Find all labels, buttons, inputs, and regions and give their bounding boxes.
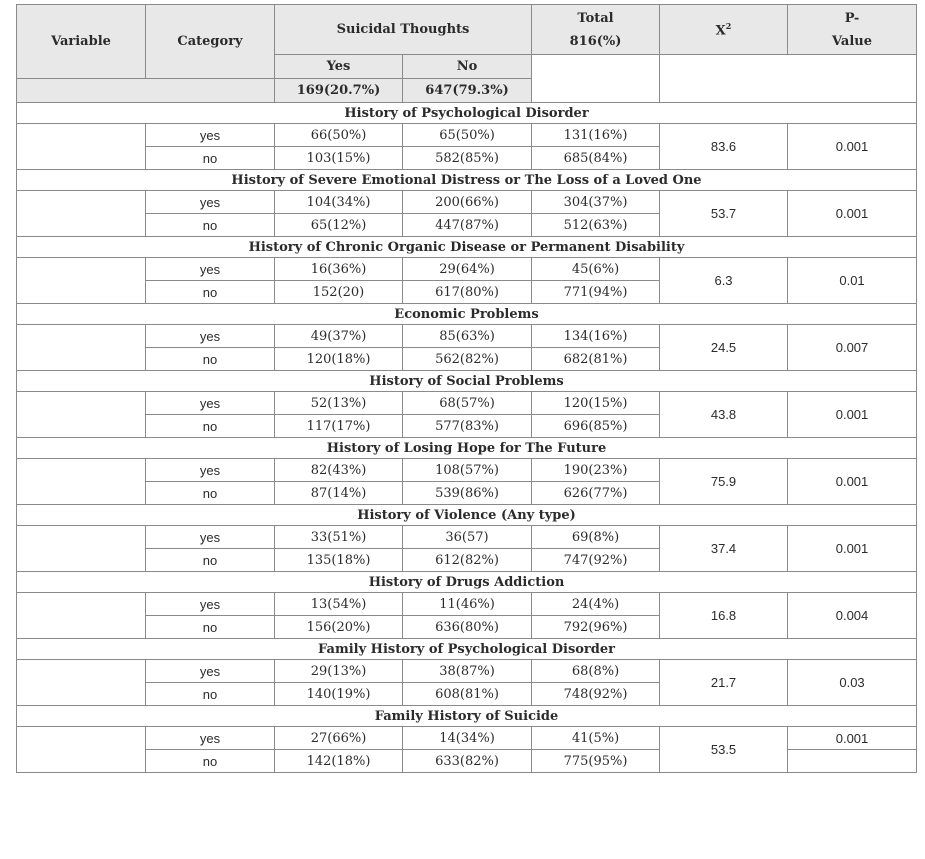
variable-cell bbox=[17, 459, 146, 505]
thoughts-no-cell: 29(64%) bbox=[403, 258, 532, 281]
category-cell: yes bbox=[146, 258, 275, 281]
chi-square-superscript: 2 bbox=[725, 20, 732, 31]
total-cell: 748(92%) bbox=[532, 683, 660, 706]
p-value-cell: 0.001 bbox=[788, 727, 917, 750]
section-header-row bbox=[17, 170, 917, 191]
total-cell: 747(92%) bbox=[532, 549, 660, 572]
thoughts-yes-cell: 29(13%) bbox=[275, 660, 403, 683]
table-row bbox=[17, 459, 917, 482]
header-blank-cell bbox=[17, 79, 275, 103]
total-cell: 771(94%) bbox=[532, 281, 660, 304]
total-header-count: 816(%) bbox=[569, 33, 622, 49]
thoughts-no-cell: 636(80%) bbox=[403, 616, 532, 639]
section-title: History of Psychological Disorder bbox=[17, 103, 917, 124]
thoughts-yes-cell: 52(13%) bbox=[275, 392, 403, 415]
total-cell: 131(16%) bbox=[532, 124, 660, 147]
section-title: Family History of Suicide bbox=[17, 706, 917, 727]
variable-cell bbox=[17, 727, 146, 773]
table-row bbox=[17, 392, 917, 415]
thoughts-yes-cell: 65(12%) bbox=[275, 214, 403, 237]
total-cell: 682(81%) bbox=[532, 348, 660, 371]
section-header-row bbox=[17, 438, 917, 459]
chi-square-cell: 53.5 bbox=[660, 727, 788, 773]
thoughts-no-cell: 85(63%) bbox=[403, 325, 532, 348]
table-row bbox=[17, 593, 917, 616]
category-cell: yes bbox=[146, 191, 275, 214]
thoughts-yes-cell: 156(20%) bbox=[275, 616, 403, 639]
header-row bbox=[17, 5, 917, 55]
section-header-row bbox=[17, 371, 917, 392]
category-cell: no bbox=[146, 147, 275, 170]
suicidal-thoughts-header: Suicidal Thoughts bbox=[275, 5, 532, 55]
chi-square-cell: 53.7 bbox=[660, 191, 788, 237]
total-cell: 68(8%) bbox=[532, 660, 660, 683]
category-cell: no bbox=[146, 482, 275, 505]
section-title: History of Drugs Addiction bbox=[17, 572, 917, 593]
section-title: History of Severe Emotional Distress or The Loss of a Loved One bbox=[17, 170, 917, 191]
p-value-header-line1: P- bbox=[844, 10, 860, 26]
thoughts-yes-header: Yes bbox=[275, 55, 403, 79]
variable-cell bbox=[17, 258, 146, 304]
p-value-cell: 0.007 bbox=[788, 325, 917, 371]
total-header-label: Total bbox=[577, 10, 614, 26]
chi-square-cell: 24.5 bbox=[660, 325, 788, 371]
category-cell: no bbox=[146, 750, 275, 773]
thoughts-no-cell: 14(34%) bbox=[403, 727, 532, 750]
chi-square-cell: 6.3 bbox=[660, 258, 788, 304]
thoughts-yes-cell: 103(15%) bbox=[275, 147, 403, 170]
thoughts-no-cell: 447(87%) bbox=[403, 214, 532, 237]
section-header-row bbox=[17, 237, 917, 258]
total-cell: 190(23%) bbox=[532, 459, 660, 482]
thoughts-no-cell: 608(81%) bbox=[403, 683, 532, 706]
category-cell: yes bbox=[146, 526, 275, 549]
chi-square-cell: 43.8 bbox=[660, 392, 788, 438]
thoughts-no-cell: 200(66%) bbox=[403, 191, 532, 214]
thoughts-yes-cell: 104(34%) bbox=[275, 191, 403, 214]
total-cell: 696(85%) bbox=[532, 415, 660, 438]
category-cell: no bbox=[146, 214, 275, 237]
p-value-cell: 0.001 bbox=[788, 459, 917, 505]
variable-cell bbox=[17, 660, 146, 706]
section-header-row bbox=[17, 706, 917, 727]
total-header bbox=[532, 5, 660, 55]
thoughts-yes-cell: 120(18%) bbox=[275, 348, 403, 371]
total-cell: 41(5%) bbox=[532, 727, 660, 750]
total-cell: 512(63%) bbox=[532, 214, 660, 237]
thoughts-no-cell: 582(85%) bbox=[403, 147, 532, 170]
total-cell: 69(8%) bbox=[532, 526, 660, 549]
category-cell: no bbox=[146, 549, 275, 572]
category-cell: yes bbox=[146, 593, 275, 616]
chi-square-cell: 75.9 bbox=[660, 459, 788, 505]
category-header: Category bbox=[146, 5, 275, 79]
p-value-cell: 0.001 bbox=[788, 526, 917, 572]
section-title: Family History of Psychological Disorder bbox=[17, 639, 917, 660]
section-title: History of Chronic Organic Disease or Permanent Disability bbox=[17, 237, 917, 258]
total-cell: 120(15%) bbox=[532, 392, 660, 415]
table-row bbox=[17, 191, 917, 214]
thoughts-yes-cell: 87(14%) bbox=[275, 482, 403, 505]
category-cell: no bbox=[146, 415, 275, 438]
category-cell: yes bbox=[146, 660, 275, 683]
total-header-blank bbox=[532, 55, 660, 103]
thoughts-no-cell: 68(57%) bbox=[403, 392, 532, 415]
category-cell: yes bbox=[146, 124, 275, 147]
thoughts-no-cell: 562(82%) bbox=[403, 348, 532, 371]
variable-header: Variable bbox=[17, 5, 146, 79]
p-value-cell: 0.03 bbox=[788, 660, 917, 706]
thoughts-yes-count: 169(20.7%) bbox=[275, 79, 403, 103]
table-row bbox=[17, 727, 917, 750]
section-title: History of Social Problems bbox=[17, 371, 917, 392]
p-value-cell: 0.001 bbox=[788, 191, 917, 237]
p-value-blank-cell bbox=[788, 750, 917, 773]
section-title: History of Violence (Any type) bbox=[17, 505, 917, 526]
thoughts-no-cell: 617(80%) bbox=[403, 281, 532, 304]
thoughts-yes-cell: 117(17%) bbox=[275, 415, 403, 438]
stat-header-blank bbox=[660, 55, 917, 103]
variable-cell bbox=[17, 325, 146, 371]
category-cell: no bbox=[146, 683, 275, 706]
thoughts-yes-cell: 13(54%) bbox=[275, 593, 403, 616]
variable-cell bbox=[17, 124, 146, 170]
category-cell: yes bbox=[146, 727, 275, 750]
chi-square-cell: 83.6 bbox=[660, 124, 788, 170]
thoughts-yes-cell: 16(36%) bbox=[275, 258, 403, 281]
table-row bbox=[17, 124, 917, 147]
chi-square-label: X bbox=[715, 23, 726, 39]
variable-cell bbox=[17, 526, 146, 572]
thoughts-yes-cell: 66(50%) bbox=[275, 124, 403, 147]
chi-square-cell: 21.7 bbox=[660, 660, 788, 706]
p-value-cell: 0.001 bbox=[788, 392, 917, 438]
category-cell: yes bbox=[146, 392, 275, 415]
chi-square-cell: 16.8 bbox=[660, 593, 788, 639]
thoughts-no-header: No bbox=[403, 55, 532, 79]
total-cell: 775(95%) bbox=[532, 750, 660, 773]
results-table-container bbox=[16, 4, 916, 773]
variable-cell bbox=[17, 593, 146, 639]
variable-cell bbox=[17, 191, 146, 237]
total-cell: 626(77%) bbox=[532, 482, 660, 505]
chi-square-cell: 37.4 bbox=[660, 526, 788, 572]
thoughts-no-cell: 539(86%) bbox=[403, 482, 532, 505]
category-cell: yes bbox=[146, 325, 275, 348]
total-cell: 45(6%) bbox=[532, 258, 660, 281]
thoughts-yes-cell: 135(18%) bbox=[275, 549, 403, 572]
thoughts-yes-cell: 142(18%) bbox=[275, 750, 403, 773]
total-cell: 685(84%) bbox=[532, 147, 660, 170]
total-cell: 134(16%) bbox=[532, 325, 660, 348]
total-cell: 304(37%) bbox=[532, 191, 660, 214]
category-cell: no bbox=[146, 348, 275, 371]
category-cell: no bbox=[146, 281, 275, 304]
section-header-row bbox=[17, 505, 917, 526]
section-header-row bbox=[17, 572, 917, 593]
section-header-row bbox=[17, 304, 917, 325]
thoughts-no-cell: 577(83%) bbox=[403, 415, 532, 438]
category-cell: yes bbox=[146, 459, 275, 482]
thoughts-yes-cell: 140(19%) bbox=[275, 683, 403, 706]
p-value-cell: 0.004 bbox=[788, 593, 917, 639]
thoughts-yes-cell: 33(51%) bbox=[275, 526, 403, 549]
p-value-cell: 0.001 bbox=[788, 124, 917, 170]
total-cell: 792(96%) bbox=[532, 616, 660, 639]
table-row bbox=[17, 258, 917, 281]
table-row bbox=[17, 526, 917, 549]
thoughts-no-cell: 38(87%) bbox=[403, 660, 532, 683]
chi-square-header bbox=[660, 5, 788, 55]
thoughts-yes-cell: 49(37%) bbox=[275, 325, 403, 348]
thoughts-no-count: 647(79.3%) bbox=[403, 79, 532, 103]
table-row bbox=[17, 660, 917, 683]
section-title: Economic Problems bbox=[17, 304, 917, 325]
variable-cell bbox=[17, 392, 146, 438]
thoughts-no-cell: 36(57) bbox=[403, 526, 532, 549]
thoughts-yes-cell: 152(20) bbox=[275, 281, 403, 304]
thoughts-no-cell: 11(46%) bbox=[403, 593, 532, 616]
thoughts-yes-cell: 27(66%) bbox=[275, 727, 403, 750]
category-cell: no bbox=[146, 616, 275, 639]
table-row bbox=[17, 325, 917, 348]
results-table bbox=[16, 4, 917, 773]
section-title: History of Losing Hope for The Future bbox=[17, 438, 917, 459]
section-header-row bbox=[17, 639, 917, 660]
p-value-header-line2: Value bbox=[832, 33, 872, 49]
thoughts-yes-cell: 82(43%) bbox=[275, 459, 403, 482]
thoughts-no-cell: 65(50%) bbox=[403, 124, 532, 147]
thoughts-no-cell: 633(82%) bbox=[403, 750, 532, 773]
thoughts-no-cell: 108(57%) bbox=[403, 459, 532, 482]
p-value-header bbox=[788, 5, 917, 55]
total-cell: 24(4%) bbox=[532, 593, 660, 616]
p-value-cell: 0.01 bbox=[788, 258, 917, 304]
thoughts-no-cell: 612(82%) bbox=[403, 549, 532, 572]
section-header-row bbox=[17, 103, 917, 124]
